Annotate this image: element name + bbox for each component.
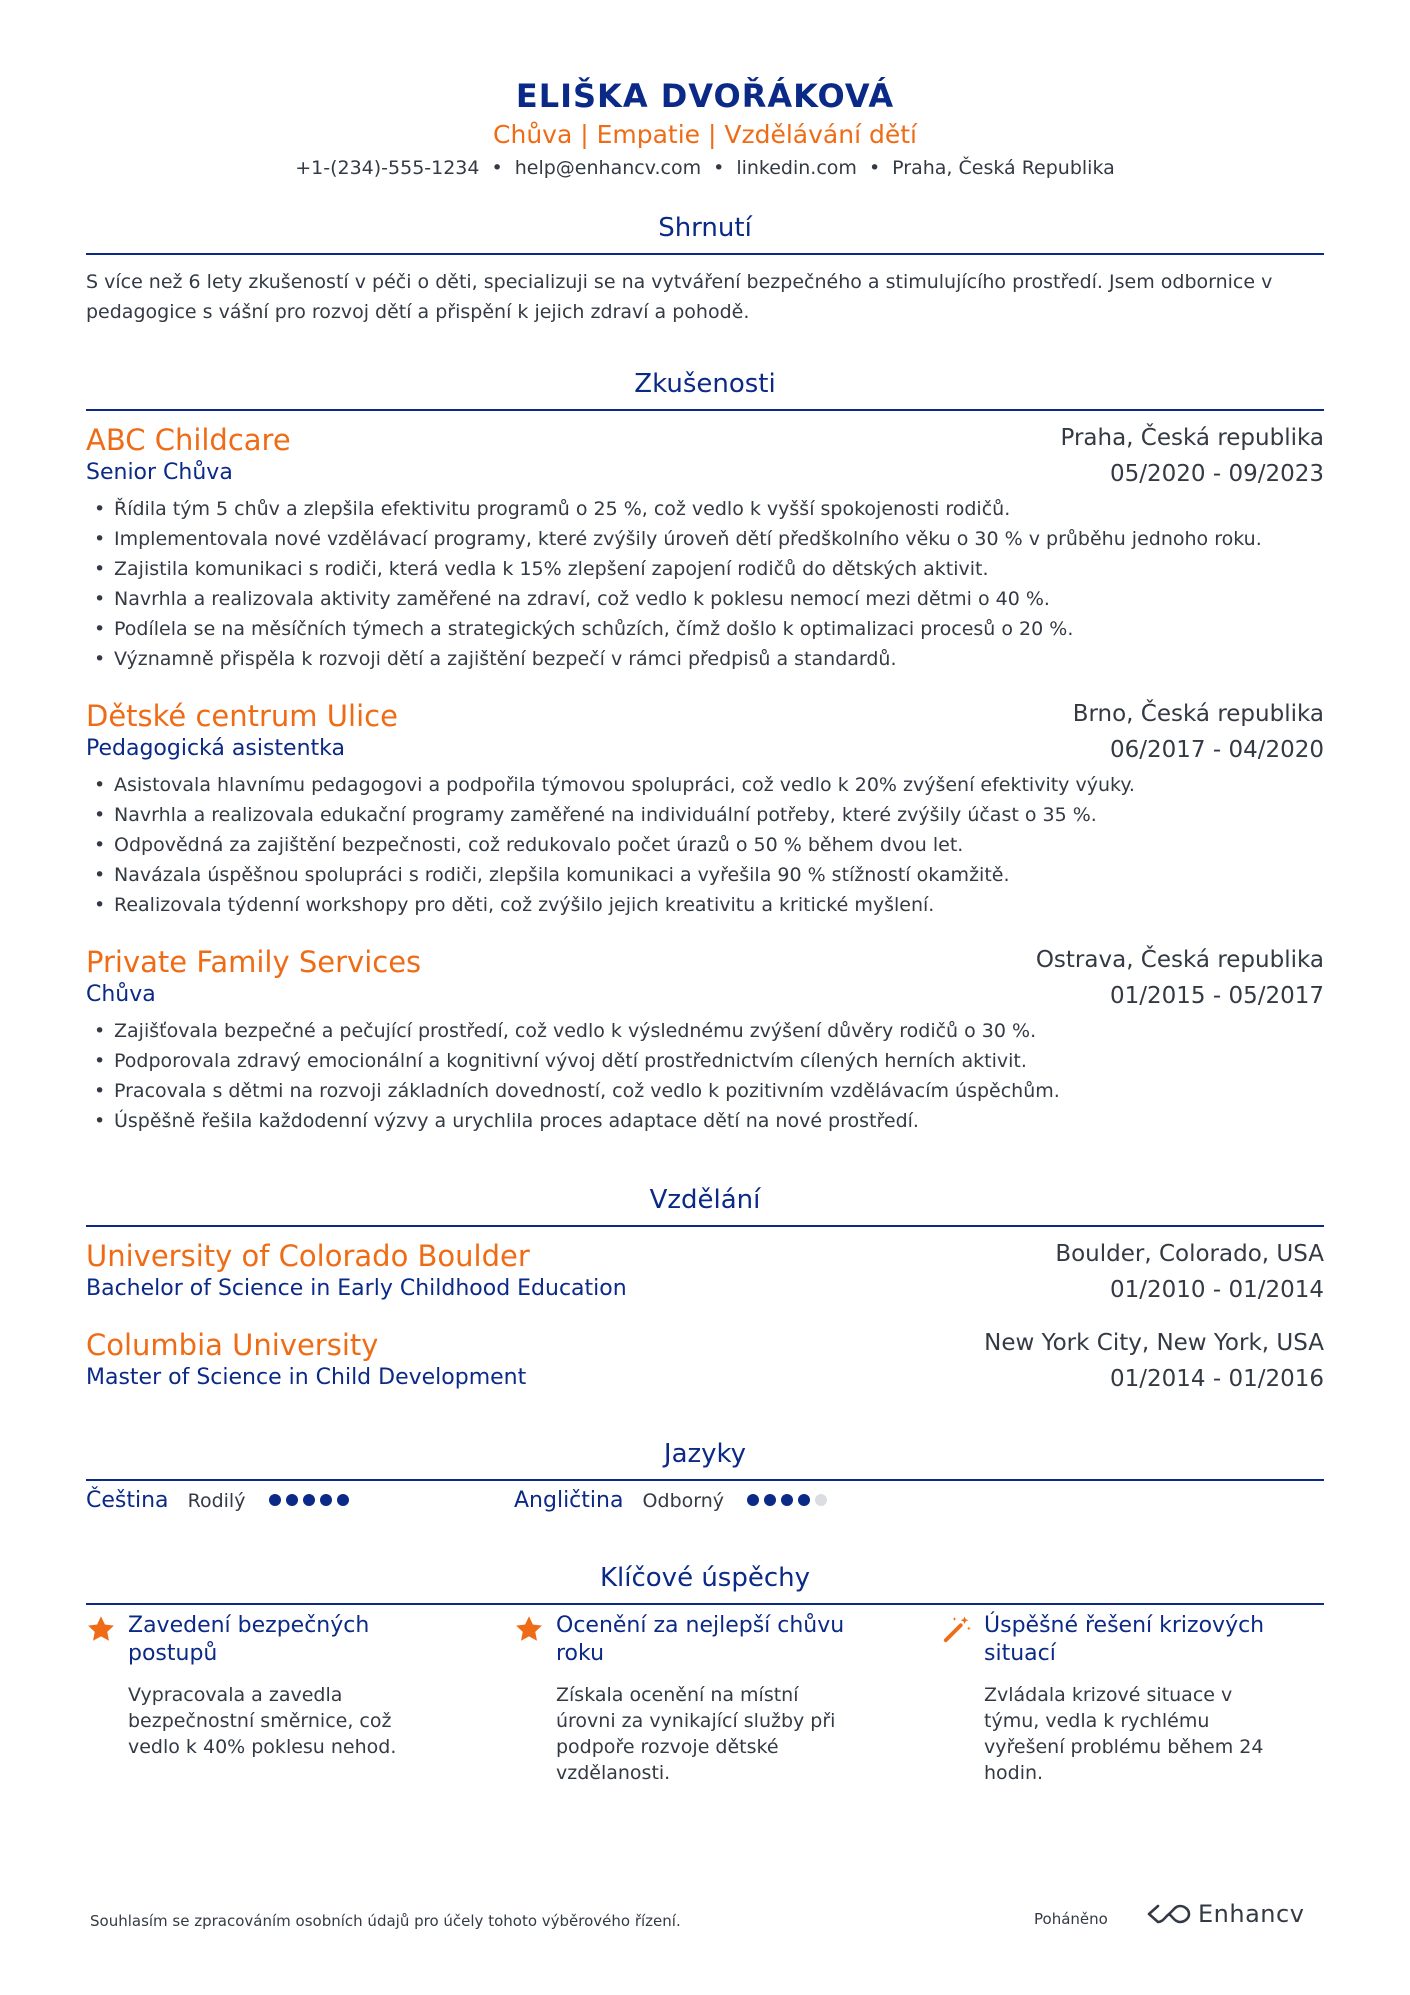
list-item: • Úspěšně řešila každodenní výzvy a urychlila proces adaptace dětí na nové prostředí.: [86, 1106, 1324, 1136]
brand-logo[interactable]: [1146, 1900, 1304, 1940]
achievement-list: [86, 494, 1324, 674]
section-divider: [86, 1479, 1324, 1481]
proficiency-dot-filled: [798, 1494, 810, 1506]
star-icon: [86, 1614, 116, 1644]
section-divider: [86, 1225, 1324, 1227]
list-item: • Podporovala zdravý emocionální a kognitivní vývoj dětí prostřednictvím cílených herních aktivit.: [86, 1046, 1324, 1076]
separator: •: [491, 157, 503, 179]
job-title: Senior Chůva: [86, 460, 233, 485]
achievement-list: [86, 1016, 1324, 1136]
study-dates: 01/2014 - 01/2016: [1109, 1366, 1324, 1392]
achievement-title: Úspěšné řešení krizových situací: [984, 1613, 1265, 1666]
list-item: • Navrhla a realizovala edukační programy zaměřené na individuální potřeby, které zvýšily účast o 35 %.: [86, 800, 1324, 830]
powered-by-label: Poháněno: [1034, 1910, 1108, 1928]
list-item: • Realizovala týdenní workshopy pro děti, což zvýšilo jejich kreativitu a kritické myšlení.: [86, 890, 1324, 920]
proficiency-dot-filled: [747, 1494, 759, 1506]
list-item: • Pracovala s dětmi na rozvoji základních dovedností, což vedlo k pozitivním vzdělávacím úspěchům.: [86, 1076, 1324, 1106]
achievement-desc: Vypracovala a zavedla bezpečnostní směrnice, což vedlo k 40% poklesu nehod.: [128, 1684, 397, 1758]
list-item: • Řídila tým 5 chův a zlepšila efektivitu programů o 25 %, což vedlo k vyšší spokojenosti rodičů.: [86, 494, 1324, 524]
proficiency-dot-empty: [815, 1494, 827, 1506]
linkedin-link[interactable]: linkedin.com: [736, 157, 857, 179]
magic-wand-icon: [942, 1614, 972, 1644]
language-item: [86, 1488, 354, 1518]
job-title: Chůva: [86, 982, 156, 1007]
resume-page: [86, 0, 1324, 1995]
contact-line: [86, 155, 1324, 181]
experience-heading: Zkušenosti: [634, 369, 776, 399]
proficiency-dot-filled: [781, 1494, 793, 1506]
job-dates: 01/2015 - 05/2017: [1109, 983, 1324, 1009]
proficiency-dots: [269, 1491, 354, 1510]
languages-heading: Jazyky: [663, 1439, 747, 1469]
location: Praha, Česká Republika: [892, 157, 1115, 179]
consent-note: Souhlasím se zpracováním osobních údajů pro účely tohoto výběrového řízení.: [90, 1912, 681, 1930]
achievement-list: [86, 770, 1324, 920]
school-name: Columbia University: [86, 1328, 379, 1362]
list-item: • Zajišťovala bezpečné a pečující prostředí, což vedlo k výslednému zvýšení důvěry rodičů o 30 %.: [86, 1016, 1324, 1046]
section-divider: [86, 253, 1324, 255]
company-name: Private Family Services: [86, 945, 422, 979]
email-link[interactable]: help@enhancv.com: [514, 157, 702, 179]
school-location: New York City, New York, USA: [984, 1330, 1324, 1356]
tagline: Chůva | Empatie | Vzdělávání dětí: [493, 120, 917, 149]
list-item: • Významně přispěla k rozvoji dětí a zajištění bezpečí v rámci předpisů a standardů.: [86, 644, 1324, 674]
language-level: Rodilý: [187, 1489, 246, 1512]
company-name: Dětské centrum Ulice: [86, 699, 398, 733]
proficiency-dots: [747, 1491, 832, 1510]
language-level: Odborný: [642, 1489, 725, 1512]
language-item: [514, 1488, 832, 1518]
proficiency-dot-filled: [764, 1494, 776, 1506]
list-item: • Navrhla a realizovala aktivity zaměřené na zdraví, což vedlo k poklesu nemocí mezi dětmi o 40 %.: [86, 584, 1324, 614]
degree: Master of Science in Child Development: [86, 1365, 527, 1390]
list-item: • Implementovala nové vzdělávací programy, které zvýšily úroveň dětí předškolního věku o 30 % v průběhu jednoho roku.: [86, 524, 1324, 554]
achievement-desc: Zvládala krizové situace v týmu, vedla k rychlému vyřešení problému během 24 hodin.: [984, 1684, 1264, 1784]
separator: •: [868, 157, 881, 179]
study-dates: 01/2010 - 01/2014: [1109, 1277, 1324, 1303]
enhancv-logo-icon: [1146, 1902, 1192, 1926]
star-icon: [514, 1614, 544, 1644]
degree: Bachelor of Science in Early Childhood Education: [86, 1276, 627, 1301]
achievement-title: Ocenění za nejlepší chůvu roku: [556, 1613, 845, 1666]
school-location: Boulder, Colorado, USA: [1055, 1241, 1324, 1267]
phone: +1-(234)-555-1234: [295, 157, 480, 179]
list-item: • Zajistila komunikaci s rodiči, která vedla k 15% zlepšení zapojení rodičů do dětských aktivit.: [86, 554, 1324, 584]
company-name: ABC Childcare: [86, 423, 291, 457]
brand-name: Enhancv: [1198, 1900, 1305, 1928]
language-name: Čeština: [86, 1488, 169, 1513]
proficiency-dot-filled: [303, 1494, 315, 1506]
candidate-name: ELIŠKA DVOŘÁKOVÁ: [515, 77, 895, 115]
achievement-desc: Získala ocenění na místní úrovni za vynikající služby při podpoře rozvoje dětské vzdělanosti.: [556, 1684, 836, 1784]
job-location: Brno, Česká republika: [1072, 701, 1324, 727]
school-name: University of Colorado Boulder: [86, 1239, 530, 1273]
summary-text: S více než 6 lety zkušeností v péči o děti, specializuji se na vytváření bezpečného a stimulujícího prostředí. Jsem odbornice v pedagogice s vášní pro rozvoj dětí a přispění k jejich zdraví a pohodě.: [86, 271, 1273, 323]
proficiency-dot-filled: [269, 1494, 281, 1506]
job-location: Ostrava, Česká republika: [1035, 947, 1324, 973]
achievement-title: Zavedení bezpečných postupů: [128, 1613, 370, 1666]
section-divider: [86, 409, 1324, 411]
list-item: • Navázala úspěšnou spolupráci s rodiči, zlepšila komunikaci a vyřešila 90 % stížností okamžitě.: [86, 860, 1324, 890]
summary-heading: Shrnutí: [658, 213, 752, 243]
language-name: Angličtina: [514, 1488, 624, 1513]
job-location: Praha, Česká republika: [1060, 425, 1324, 451]
list-item: • Podílela se na měsíčních týmech a strategických schůzích, čímž došlo k optimalizaci procesů o 20 %.: [86, 614, 1324, 644]
section-divider: [86, 1603, 1324, 1605]
job-dates: 06/2017 - 04/2020: [1109, 737, 1324, 763]
proficiency-dot-filled: [337, 1494, 349, 1506]
education-heading: Vzdělání: [649, 1185, 761, 1215]
proficiency-dot-filled: [286, 1494, 298, 1506]
job-title: Pedagogická asistentka: [86, 736, 345, 761]
list-item: • Odpovědná za zajištění bezpečnosti, což redukovalo počet úrazů o 50 % během dvou let.: [86, 830, 1324, 860]
achievements-heading: Klíčové úspěchy: [599, 1563, 811, 1593]
proficiency-dot-filled: [320, 1494, 332, 1506]
list-item: • Asistovala hlavnímu pedagogovi a podpořila týmovou spolupráci, což vedlo k 20% zvýšení efektivity výuky.: [86, 770, 1324, 800]
separator: •: [713, 157, 725, 179]
job-dates: 05/2020 - 09/2023: [1109, 461, 1324, 487]
